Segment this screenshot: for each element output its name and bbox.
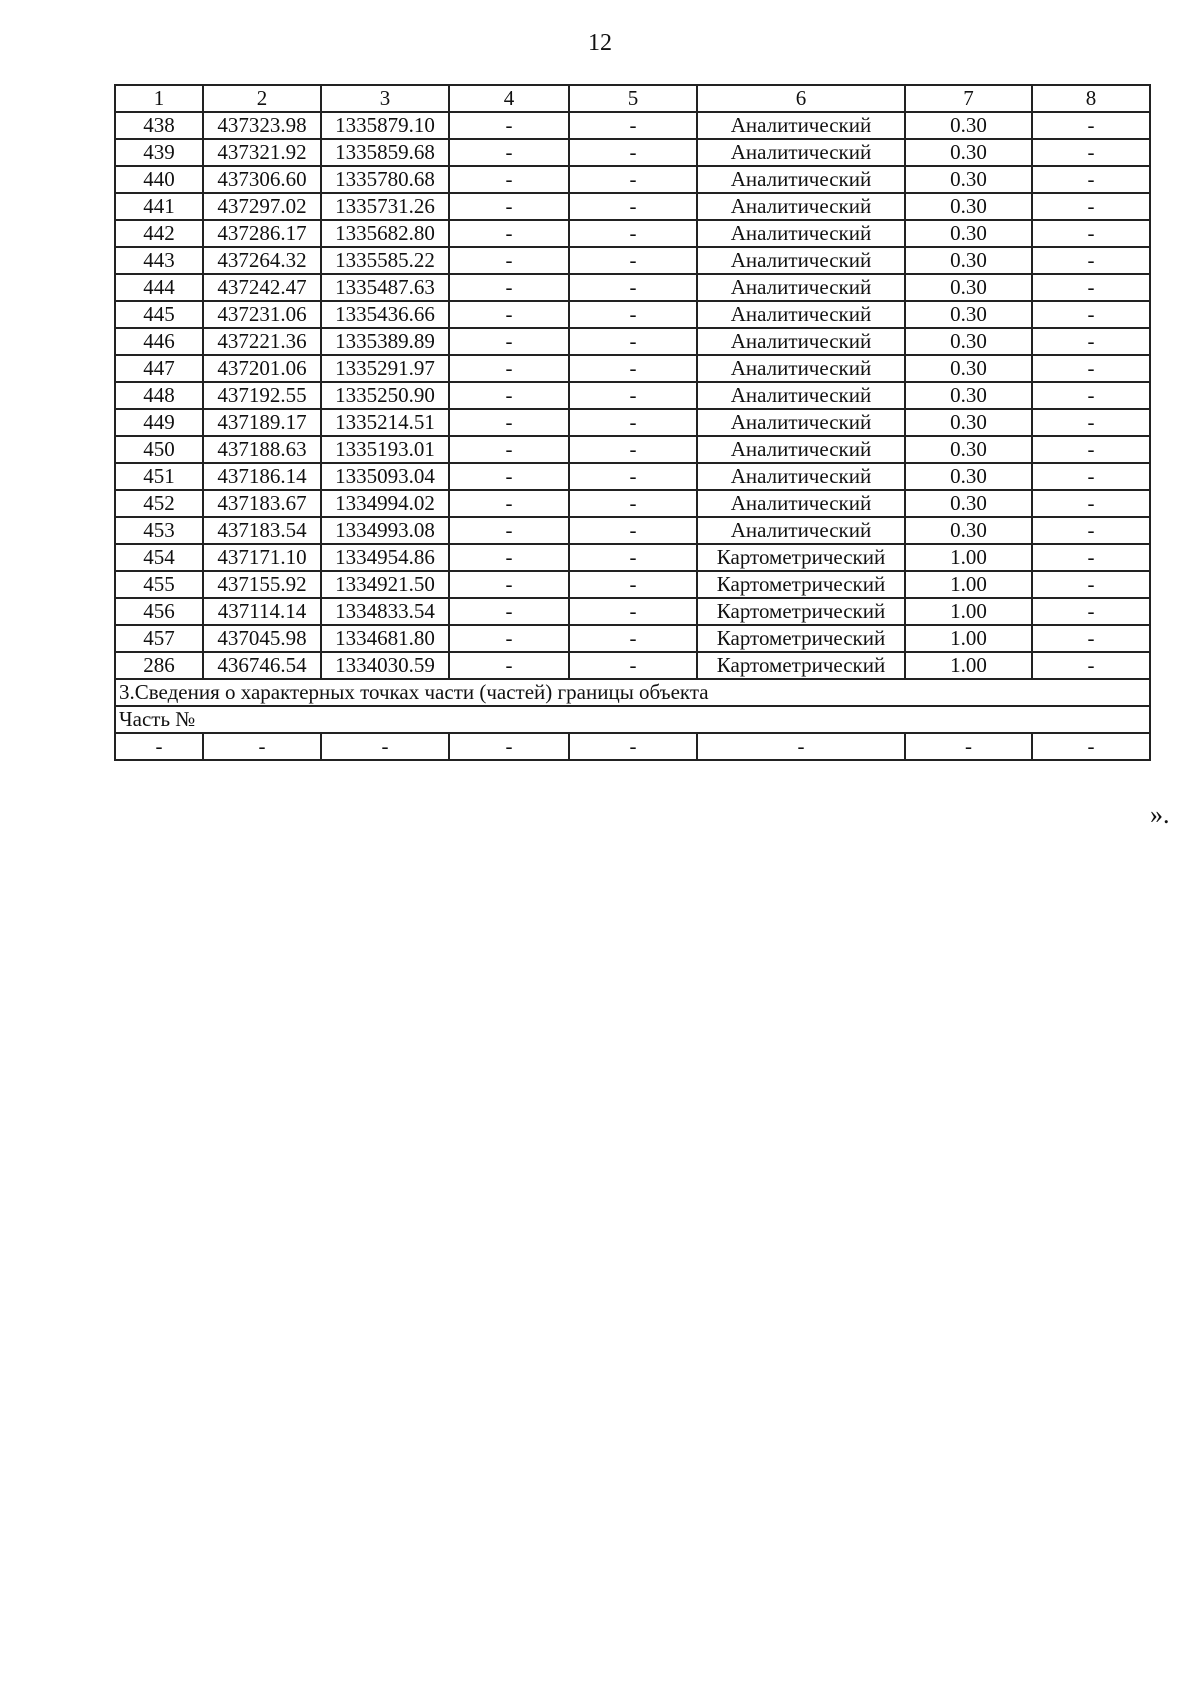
table-cell: 0.30: [905, 409, 1032, 436]
table-cell: 5: [569, 85, 697, 112]
section-title: 3.Сведения о характерных точках части (частей) границы объекта: [115, 679, 1150, 706]
table-cell: -: [449, 166, 569, 193]
table-cell: 0.30: [905, 166, 1032, 193]
table-cell: -: [1032, 139, 1150, 166]
table-cell: 7: [905, 85, 1032, 112]
table-cell: -: [449, 301, 569, 328]
table-cell: 437323.98: [203, 112, 321, 139]
table-row: [115, 517, 1150, 544]
table-cell: 1334681.80: [321, 625, 449, 652]
table-cell: -: [569, 409, 697, 436]
table-row: [115, 436, 1150, 463]
table-cell: -: [1032, 436, 1150, 463]
table-cell: -: [569, 571, 697, 598]
table-row: [115, 544, 1150, 571]
table-cell: 456: [115, 598, 203, 625]
table-cell: Картометрический: [697, 571, 905, 598]
table-cell: 1334030.59: [321, 652, 449, 679]
table-cell: Аналитический: [697, 436, 905, 463]
table-cell: -: [449, 652, 569, 679]
table-cell: 1.00: [905, 625, 1032, 652]
table-cell: -: [1032, 733, 1150, 760]
table-cell: -: [1032, 247, 1150, 274]
table-cell: -: [569, 598, 697, 625]
table-cell: 437264.32: [203, 247, 321, 274]
table-cell: Картометрический: [697, 625, 905, 652]
table-cell: -: [569, 247, 697, 274]
table-cell: 1.00: [905, 571, 1032, 598]
table-cell: 286: [115, 652, 203, 679]
table-cell: -: [1032, 193, 1150, 220]
table-cell: -: [1032, 571, 1150, 598]
table-cell: Картометрический: [697, 652, 905, 679]
table-cell: -: [1032, 517, 1150, 544]
table-cell: 436746.54: [203, 652, 321, 679]
table-cell: Картометрический: [697, 598, 905, 625]
table-cell: 442: [115, 220, 203, 247]
table-cell: 1335780.68: [321, 166, 449, 193]
table-cell: 1335487.63: [321, 274, 449, 301]
table-cell: 453: [115, 517, 203, 544]
header-row: [115, 85, 1150, 112]
table-cell: -: [569, 112, 697, 139]
table-cell: 437155.92: [203, 571, 321, 598]
page-number: 12: [588, 30, 612, 56]
table-cell: -: [449, 490, 569, 517]
table-cell: 437189.17: [203, 409, 321, 436]
table-cell: 0.30: [905, 436, 1032, 463]
table-cell: 451: [115, 463, 203, 490]
table-body: [115, 85, 1150, 760]
table-cell: 1.00: [905, 598, 1032, 625]
table-cell: Аналитический: [697, 301, 905, 328]
table-cell: -: [569, 220, 697, 247]
table-cell: -: [569, 625, 697, 652]
table-cell: Аналитический: [697, 274, 905, 301]
table-cell: 1334833.54: [321, 598, 449, 625]
table-cell: 1335682.80: [321, 220, 449, 247]
table-cell: -: [449, 220, 569, 247]
table-row: [115, 301, 1150, 328]
table-cell: 437114.14: [203, 598, 321, 625]
table-cell: -: [321, 733, 449, 760]
table-cell: -: [449, 625, 569, 652]
table-cell: 437231.06: [203, 301, 321, 328]
table-cell: 1335436.66: [321, 301, 449, 328]
table-cell: Аналитический: [697, 463, 905, 490]
table-cell: -: [1032, 625, 1150, 652]
table-cell: -: [1032, 652, 1150, 679]
table-cell: 1335859.68: [321, 139, 449, 166]
table-row: [115, 274, 1150, 301]
table-cell: -: [697, 733, 905, 760]
table-row: [115, 571, 1150, 598]
table-cell: -: [1032, 166, 1150, 193]
table-row: [115, 247, 1150, 274]
table-cell: -: [569, 463, 697, 490]
table-cell: -: [569, 166, 697, 193]
table-cell: -: [1032, 301, 1150, 328]
table-cell: -: [905, 733, 1032, 760]
closing-quote: ».: [1150, 800, 1170, 829]
table-cell: Аналитический: [697, 220, 905, 247]
table-row: [115, 139, 1150, 166]
table-cell: 1335193.01: [321, 436, 449, 463]
table-cell: -: [569, 733, 697, 760]
table-cell: -: [449, 193, 569, 220]
table-cell: 1334994.02: [321, 490, 449, 517]
table-row: [115, 328, 1150, 355]
table-cell: -: [1032, 463, 1150, 490]
table-cell: 437183.54: [203, 517, 321, 544]
table-cell: 437306.60: [203, 166, 321, 193]
table-cell: -: [449, 544, 569, 571]
table-cell: 0.30: [905, 490, 1032, 517]
table-cell: 452: [115, 490, 203, 517]
table-cell: -: [449, 382, 569, 409]
table-cell: -: [1032, 328, 1150, 355]
table-cell: -: [1032, 274, 1150, 301]
table-cell: Картометрический: [697, 544, 905, 571]
table-cell: 437321.92: [203, 139, 321, 166]
table-cell: 1334993.08: [321, 517, 449, 544]
table-cell: 8: [1032, 85, 1150, 112]
table-cell: 437286.17: [203, 220, 321, 247]
table-cell: 441: [115, 193, 203, 220]
table-cell: Аналитический: [697, 139, 905, 166]
table-cell: 0.30: [905, 328, 1032, 355]
table-cell: -: [449, 409, 569, 436]
table-cell: 0.30: [905, 301, 1032, 328]
table-cell: 437297.02: [203, 193, 321, 220]
table-row: [115, 409, 1150, 436]
table-row: [115, 490, 1150, 517]
table-cell: 437188.63: [203, 436, 321, 463]
table-cell: 4: [449, 85, 569, 112]
table-cell: 437186.14: [203, 463, 321, 490]
table-cell: Аналитический: [697, 490, 905, 517]
table-cell: 0.30: [905, 139, 1032, 166]
table-cell: 1.00: [905, 652, 1032, 679]
table-cell: 1335214.51: [321, 409, 449, 436]
table-cell: -: [203, 733, 321, 760]
table-cell: 0.30: [905, 112, 1032, 139]
table-cell: -: [1032, 382, 1150, 409]
table-cell: -: [449, 274, 569, 301]
table-cell: -: [569, 193, 697, 220]
table-cell: -: [569, 652, 697, 679]
table-cell: 2: [203, 85, 321, 112]
table-cell: 1334954.86: [321, 544, 449, 571]
table-cell: -: [449, 571, 569, 598]
table-cell: 454: [115, 544, 203, 571]
table-cell: Аналитический: [697, 355, 905, 382]
table-row: [115, 463, 1150, 490]
table-cell: Аналитический: [697, 409, 905, 436]
table-cell: Аналитический: [697, 517, 905, 544]
table-cell: 0.30: [905, 274, 1032, 301]
table-row: [115, 166, 1150, 193]
table-cell: 1335879.10: [321, 112, 449, 139]
table-cell: 1.00: [905, 544, 1032, 571]
table-cell: -: [449, 733, 569, 760]
table-cell: Аналитический: [697, 166, 905, 193]
table-cell: -: [449, 436, 569, 463]
table-cell: -: [1032, 544, 1150, 571]
table-cell: -: [449, 355, 569, 382]
table-cell: 0.30: [905, 463, 1032, 490]
table-row: [115, 382, 1150, 409]
table-cell: 0.30: [905, 247, 1032, 274]
table-cell: -: [1032, 220, 1150, 247]
table-cell: 0.30: [905, 220, 1032, 247]
table-cell: Аналитический: [697, 247, 905, 274]
table-row: [115, 112, 1150, 139]
table-cell: 446: [115, 328, 203, 355]
table-cell: -: [115, 733, 203, 760]
table-cell: Аналитический: [697, 382, 905, 409]
table-cell: -: [569, 355, 697, 382]
table-cell: -: [449, 598, 569, 625]
table-cell: 439: [115, 139, 203, 166]
table-cell: 444: [115, 274, 203, 301]
table-cell: 455: [115, 571, 203, 598]
table-cell: -: [569, 436, 697, 463]
table-row: [115, 355, 1150, 382]
table-cell: 445: [115, 301, 203, 328]
table-cell: -: [1032, 409, 1150, 436]
table-cell: 438: [115, 112, 203, 139]
table-cell: 437192.55: [203, 382, 321, 409]
table-cell: 457: [115, 625, 203, 652]
table-cell: 0.30: [905, 517, 1032, 544]
table-cell: -: [1032, 112, 1150, 139]
table-cell: -: [449, 328, 569, 355]
table-cell: 437201.06: [203, 355, 321, 382]
table-cell: 450: [115, 436, 203, 463]
table-cell: -: [569, 544, 697, 571]
table-cell: 1335250.90: [321, 382, 449, 409]
coordinates-table: [114, 84, 1151, 761]
table-cell: 437171.10: [203, 544, 321, 571]
table-cell: 1335093.04: [321, 463, 449, 490]
table-cell: Аналитический: [697, 328, 905, 355]
table-cell: -: [449, 139, 569, 166]
table-cell: -: [569, 490, 697, 517]
empty-row: [115, 733, 1150, 760]
table-cell: 437183.67: [203, 490, 321, 517]
table-cell: 1335731.26: [321, 193, 449, 220]
table-cell: 437045.98: [203, 625, 321, 652]
table-row: [115, 220, 1150, 247]
table-cell: -: [569, 301, 697, 328]
table-cell: 448: [115, 382, 203, 409]
table-cell: -: [1032, 598, 1150, 625]
table-cell: Аналитический: [697, 112, 905, 139]
table-cell: 6: [697, 85, 905, 112]
table-cell: -: [449, 463, 569, 490]
table-cell: Аналитический: [697, 193, 905, 220]
table-cell: 447: [115, 355, 203, 382]
table-cell: -: [449, 112, 569, 139]
table-cell: 440: [115, 166, 203, 193]
table-row: [115, 652, 1150, 679]
table-cell: 1: [115, 85, 203, 112]
table-cell: 443: [115, 247, 203, 274]
table-cell: 437242.47: [203, 274, 321, 301]
table-cell: 0.30: [905, 193, 1032, 220]
table-row: [115, 598, 1150, 625]
table-cell: -: [569, 517, 697, 544]
table-cell: 0.30: [905, 355, 1032, 382]
part-label-row: [115, 706, 1150, 733]
table-row: [115, 625, 1150, 652]
table-cell: 3: [321, 85, 449, 112]
table-cell: -: [1032, 355, 1150, 382]
table-cell: 437221.36: [203, 328, 321, 355]
table-cell: -: [449, 517, 569, 544]
table-row: [115, 193, 1150, 220]
table-cell: 449: [115, 409, 203, 436]
part-label: Часть №: [115, 706, 1150, 733]
table-cell: -: [569, 382, 697, 409]
table-cell: -: [569, 139, 697, 166]
table-cell: 0.30: [905, 382, 1032, 409]
section-title-row: [115, 679, 1150, 706]
table-cell: -: [449, 247, 569, 274]
table-cell: 1334921.50: [321, 571, 449, 598]
table-cell: -: [569, 274, 697, 301]
table-cell: 1335585.22: [321, 247, 449, 274]
table-cell: 1335389.89: [321, 328, 449, 355]
table-cell: 1335291.97: [321, 355, 449, 382]
table-cell: -: [1032, 490, 1150, 517]
table-cell: -: [569, 328, 697, 355]
